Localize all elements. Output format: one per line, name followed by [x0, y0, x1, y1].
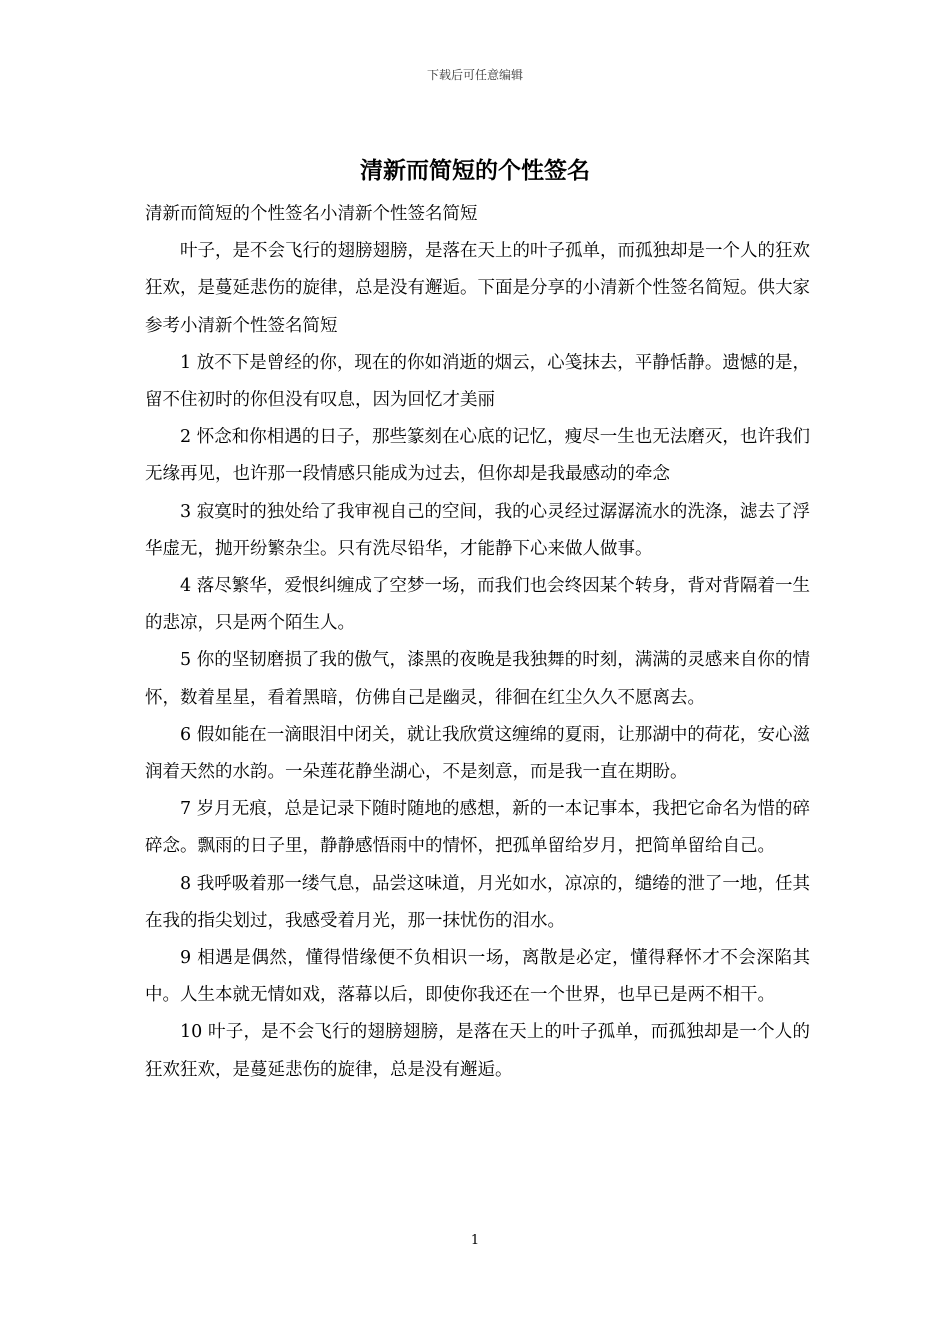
list-item: 5 你的坚韧磨损了我的傲气，漆黑的夜晚是我独舞的时刻，满满的灵感来自你的情怀，数着星星，看着黑暗，仿佛自己是幽灵，徘徊在红尘久久不愿离去。 [145, 650, 810, 708]
page-number: 1 [470, 1233, 480, 1248]
header-note: 下载后可任意编辑 [426, 68, 523, 82]
intro-paragraph: 叶子，是不会飞行的翅膀翅膀，是落在天上的叶子孤单，而孤独却是一个人的狂欢狂欢，是蔓延悲伤的旋律，总是没有邂逅。下面是分享的小清新个性签名简短。供大家参考小清新个性签名简短 [145, 241, 810, 336]
list-item: 9 相遇是偶然，懂得惜缘便不负相识一场，离散是必定，懂得释怀才不会深陷其中。人生本就无情如戏，落幕以后，即使你我还在一个世界，也早已是两不相干。 [145, 948, 810, 1006]
list-item: 7 岁月无痕，总是记录下随时随地的感想，新的一本记事本，我把它命名为惜的碎碎念。飘雨的日子里，静静感悟雨中的情怀，把孤单留给岁月，把简单留给自己。 [145, 799, 810, 857]
list-item: 10 叶子，是不会飞行的翅膀翅膀，是落在天上的叶子孤单，而孤独却是一个人的狂欢狂欢，是蔓延悲伤的旋律，总是没有邂逅。 [145, 1022, 810, 1080]
list-item: 6 假如能在一滴眼泪中闭关，就让我欣赏这缠绵的夏雨，让那湖中的荷花，安心滋润着天然的水韵。一朵莲花静坐湖心，不是刻意，而是我一直在期盼。 [145, 724, 810, 783]
document-body [145, 196, 810, 1089]
document-title: 清新而简短的个性签名 [360, 157, 590, 184]
subtitle-line: 清新而简短的个性签名小清新个性签名简短 [145, 204, 478, 224]
list-item: 8 我呼吸着那一缕气息，品尝这味道，月光如水，凉凉的，缱绻的泄了一地，任其在我的指尖划过，我感受着月光，那一抹忧伤的泪水。 [145, 873, 810, 931]
list-item: 3 寂寞时的独处给了我审视自己的空间，我的心灵经过潺潺流水的洗涤，滤去了浮华虚无，抛开纷繁杂尘。只有洗尽铅华，才能静下心来做人做事。 [145, 501, 810, 559]
list-item: 4 落尽繁华，爱恨纠缠成了空梦一场，而我们也会终因某个转身，背对背隔着一生的悲凉，只是两个陌生人。 [145, 576, 810, 634]
list-item: 2 怀念和你相遇的日子，那些篆刻在心底的记忆，瘦尽一生也无法磨灭，也许我们无缘再见，也许那一段情感只能成为过去，但你却是我最感动的牵念 [145, 427, 810, 485]
list-item: 1 放不下是曾经的你，现在的你如消逝的烟云，心笺抹去，平静恬静。遗憾的是，留不住初时的你但没有叹息，因为回忆才美丽 [145, 352, 810, 411]
